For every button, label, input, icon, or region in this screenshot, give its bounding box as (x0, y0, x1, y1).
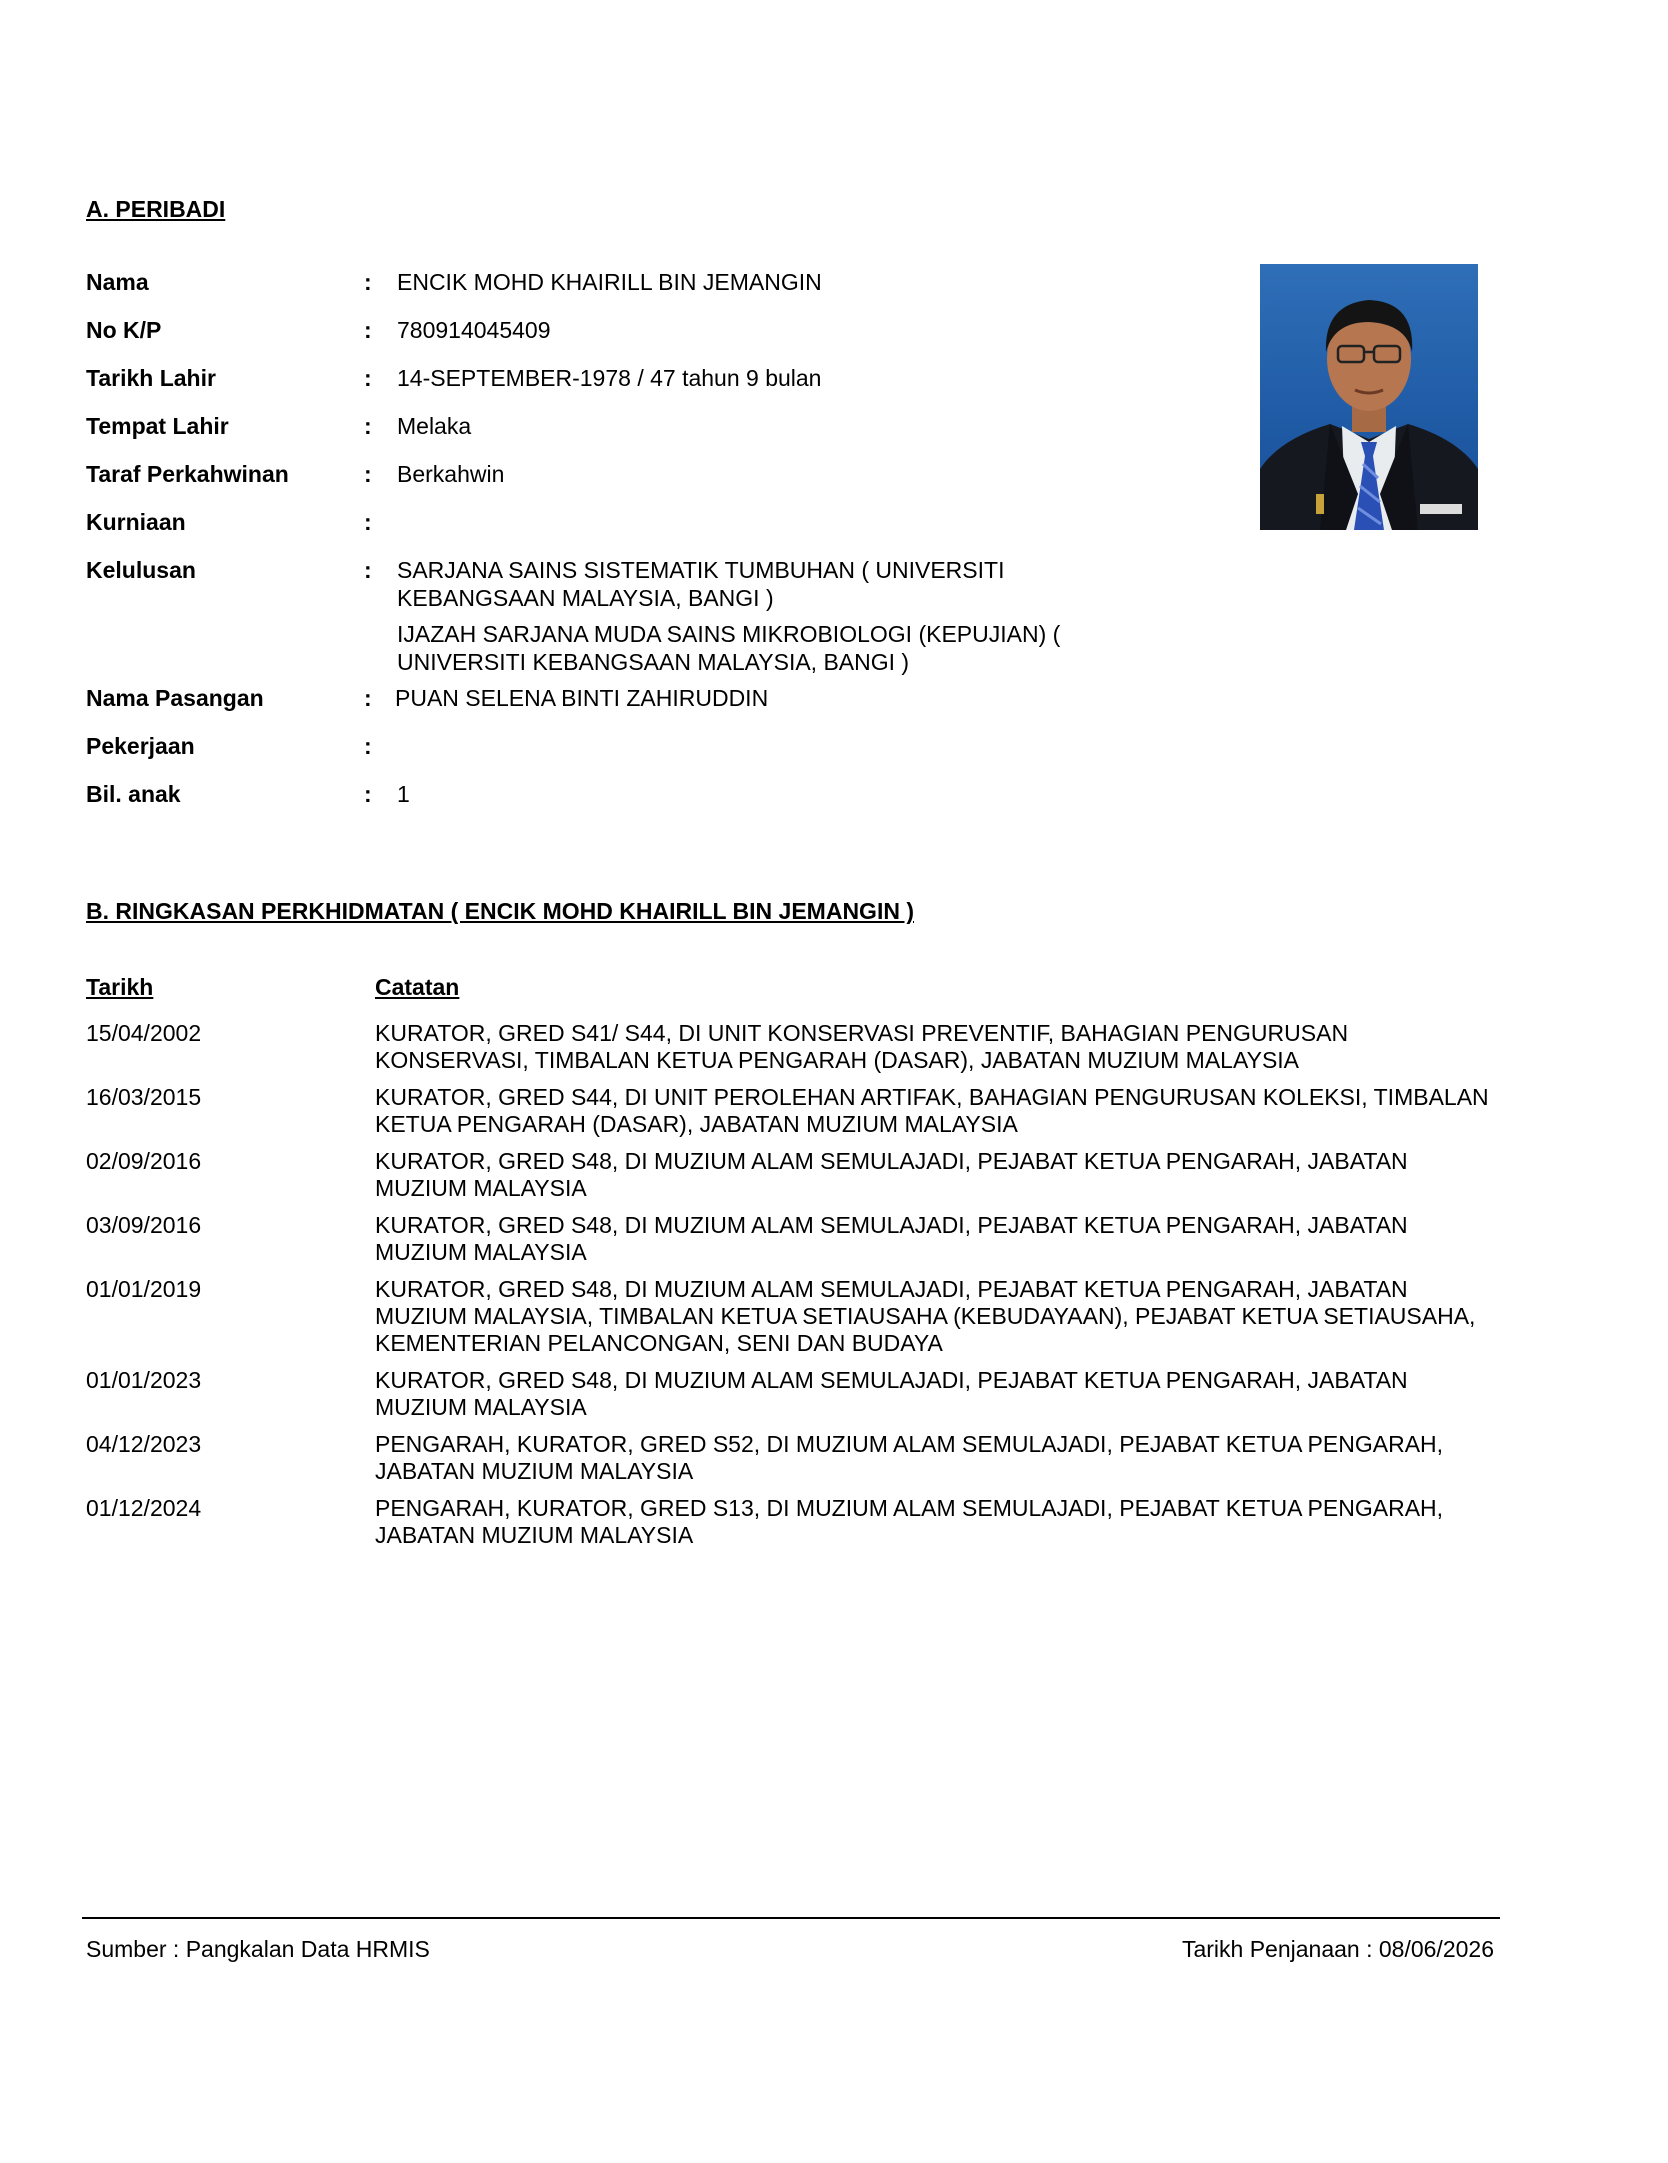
service-note: KURATOR, GRED S48, DI MUZIUM ALAM SEMULAJADI, PEJABAT KETUA PENGARAH, JABATAN MUZIUM MALAYSIA, TIMBALAN KETUA SETIAUSAHA (KEBUDAYAAN), PEJABAT KETUA SETIAUSAHA, KEMENTERIAN PELANCONGAN, SENI DAN BUDAYA (375, 1276, 1476, 1356)
info-value-line: Berkahwin (397, 461, 505, 487)
service-date: 01/12/2024 (86, 1495, 202, 1521)
info-value (395, 684, 1236, 712)
section-a-title: A. PERIBADI (86, 196, 226, 222)
info-colon: : (364, 685, 372, 711)
service-row (86, 1212, 1526, 1266)
info-value (397, 268, 1236, 296)
info-colon: : (364, 413, 372, 439)
service-note: PENGARAH, KURATOR, GRED S52, DI MUZIUM ALAM SEMULAJADI, PEJABAT KETUA PENGARAH, JABATAN MUZIUM MALAYSIA (375, 1431, 1444, 1484)
info-label: No K/P (86, 317, 162, 343)
service-row (86, 1148, 1526, 1202)
service-date: 16/03/2015 (86, 1084, 202, 1110)
service-row (86, 1431, 1526, 1485)
portrait-image (1260, 264, 1478, 530)
service-note: KURATOR, GRED S41/ S44, DI UNIT KONSERVASI PREVENTIF, BAHAGIAN PENGURUSAN KONSERVASI, TIMBALAN KETUA PENGARAH (DASAR), JABATAN MUZIUM MALAYSIA (375, 1020, 1349, 1073)
footer-generated-date: Tarikh Penjanaan : 08/06/2026 (1181, 1936, 1494, 1962)
service-date: 03/09/2016 (86, 1212, 202, 1238)
service-row (86, 1084, 1526, 1138)
info-label: Tarikh Lahir (86, 365, 216, 391)
info-row (86, 556, 1236, 676)
personal-info-list (86, 268, 1236, 828)
info-value-line: 780914045409 (397, 317, 551, 343)
info-value-line: 14-SEPTEMBER-1978 / 47 tahun 9 bulan (397, 365, 822, 391)
service-note: KURATOR, GRED S48, DI MUZIUM ALAM SEMULAJADI, PEJABAT KETUA PENGARAH, JABATAN MUZIUM MALAYSIA (375, 1148, 1408, 1201)
service-date: 01/01/2019 (86, 1276, 202, 1302)
info-value (397, 508, 1236, 536)
info-colon: : (364, 781, 372, 807)
info-value-line: 1 (397, 781, 410, 807)
info-colon: : (364, 509, 372, 535)
col-note-header: Catatan (375, 974, 460, 1000)
info-colon: : (364, 269, 372, 295)
service-row (86, 1367, 1526, 1421)
info-value (397, 780, 1236, 808)
info-value-line: Melaka (397, 413, 472, 439)
info-value-line: ENCIK MOHD KHAIRILL BIN JEMANGIN (397, 269, 822, 295)
info-colon: : (364, 365, 372, 391)
info-label: Kurniaan (86, 509, 186, 535)
info-row (86, 364, 1236, 392)
info-label: Taraf Perkahwinan (86, 461, 289, 487)
info-label: Kelulusan (86, 557, 196, 583)
info-value-line: PUAN SELENA BINTI ZAHIRUDDIN (395, 685, 769, 711)
info-colon: : (364, 557, 372, 583)
info-row (86, 268, 1236, 296)
info-row (86, 460, 1236, 488)
info-colon: : (364, 461, 372, 487)
info-row (86, 732, 1236, 760)
info-label: Pekerjaan (86, 733, 195, 759)
info-value-line: SARJANA SAINS SISTEMATIK TUMBUHAN ( UNIVERSITI KEBANGSAAN MALAYSIA, BANGI ) (397, 557, 1005, 611)
info-value (397, 460, 1236, 488)
info-label: Tempat Lahir (86, 413, 229, 439)
info-colon: : (364, 317, 372, 343)
service-row (86, 1276, 1526, 1357)
info-value (397, 316, 1236, 344)
section-b-title: B. RINGKASAN PERKHIDMATAN ( ENCIK MOHD KHAIRILL BIN JEMANGIN ) (86, 898, 914, 924)
service-note: KURATOR, GRED S48, DI MUZIUM ALAM SEMULAJADI, PEJABAT KETUA PENGARAH, JABATAN MUZIUM MALAYSIA (375, 1367, 1408, 1420)
info-value (397, 412, 1236, 440)
service-row (86, 1020, 1526, 1074)
info-label: Nama (86, 269, 149, 295)
service-date: 02/09/2016 (86, 1148, 202, 1174)
service-note: PENGARAH, KURATOR, GRED S13, DI MUZIUM ALAM SEMULAJADI, PEJABAT KETUA PENGARAH, JABATAN MUZIUM MALAYSIA (375, 1495, 1444, 1548)
service-date: 15/04/2002 (86, 1020, 202, 1046)
info-row (86, 780, 1236, 808)
footer-source: Sumber : Pangkalan Data HRMIS (86, 1936, 430, 1962)
service-note: KURATOR, GRED S44, DI UNIT PEROLEHAN ARTIFAK, BAHAGIAN PENGURUSAN KOLEKSI, TIMBALAN KETUA PENGARAH (DASAR), JABATAN MUZIUM MALAYSIA (375, 1084, 1489, 1137)
col-date-header: Tarikh (86, 974, 154, 1000)
info-colon: : (364, 733, 372, 759)
info-label: Bil. anak (86, 781, 181, 807)
service-date: 04/12/2023 (86, 1431, 202, 1457)
info-value (397, 364, 1236, 392)
info-value-line: IJAZAH SARJANA MUDA SAINS MIKROBIOLOGI (KEPUJIAN) ( UNIVERSITI KEBANGSAAN MALAYSIA, BANGI ) (397, 621, 1061, 675)
info-row (86, 684, 1236, 712)
info-row (86, 508, 1236, 536)
service-table (86, 1020, 1526, 1559)
footer-divider (82, 1917, 1500, 1919)
info-label: Nama Pasangan (86, 685, 264, 711)
profile-photo (1260, 264, 1478, 530)
info-row (86, 316, 1236, 344)
service-date: 01/01/2023 (86, 1367, 202, 1393)
service-note: KURATOR, GRED S48, DI MUZIUM ALAM SEMULAJADI, PEJABAT KETUA PENGARAH, JABATAN MUZIUM MALAYSIA (375, 1212, 1408, 1265)
info-value (397, 732, 1236, 760)
info-row (86, 412, 1236, 440)
info-value (397, 556, 1117, 676)
service-row (86, 1495, 1526, 1549)
